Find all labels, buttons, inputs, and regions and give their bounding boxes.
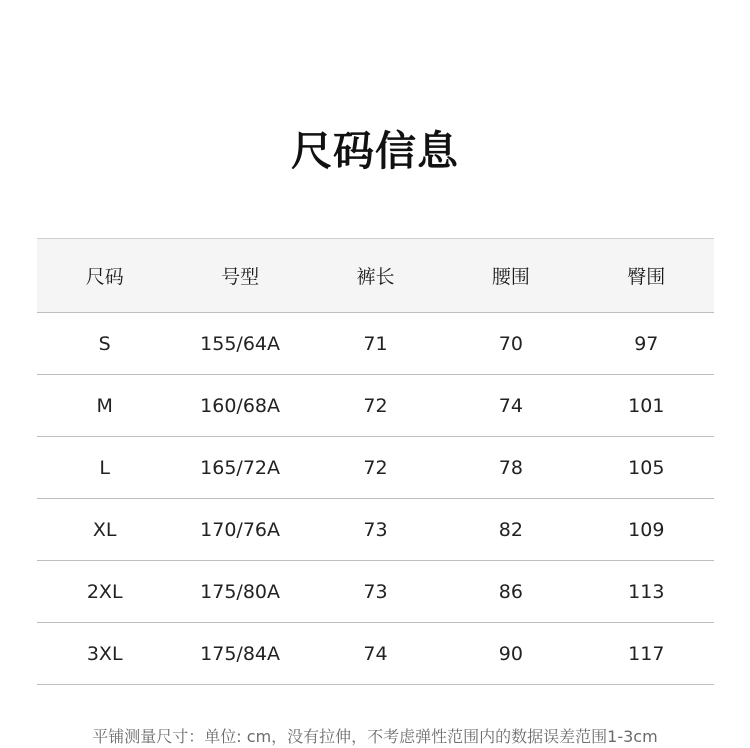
cell-hip: 97 — [634, 332, 659, 355]
cell-size: XL — [92, 518, 117, 541]
cell-length: 72 — [363, 394, 388, 417]
size-table — [37, 238, 714, 685]
cell-hip: 101 — [628, 394, 665, 417]
cell-size: M — [96, 394, 113, 417]
cell-model: 165/72A — [200, 456, 280, 479]
cell-length: 73 — [363, 580, 388, 603]
cell-model: 155/64A — [200, 332, 280, 355]
cell-model: 160/68A — [200, 394, 280, 417]
table-row — [37, 375, 714, 437]
cell-waist: 90 — [498, 642, 523, 665]
cell-length: 71 — [363, 332, 388, 355]
cell-model: 175/84A — [200, 642, 280, 665]
cell-waist: 78 — [498, 456, 523, 479]
cell-size: 3XL — [86, 642, 123, 665]
page-title: 尺码信息 — [291, 127, 459, 176]
cell-size: L — [99, 456, 110, 479]
cell-hip: 105 — [628, 456, 665, 479]
cell-model: 175/80A — [200, 580, 280, 603]
table-row — [37, 499, 714, 561]
cell-waist: 70 — [498, 332, 523, 355]
cell-length: 72 — [363, 456, 388, 479]
cell-hip: 117 — [628, 642, 665, 665]
cell-model: 170/76A — [200, 518, 280, 541]
cell-waist: 86 — [498, 580, 523, 603]
column-header-waist: 腰围 — [491, 266, 530, 288]
cell-hip: 109 — [628, 518, 665, 541]
cell-waist: 74 — [498, 394, 523, 417]
column-header-length: 裤长 — [356, 266, 395, 288]
cell-size: 2XL — [86, 580, 123, 603]
cell-waist: 82 — [498, 518, 523, 541]
column-header-model: 号型 — [221, 266, 260, 288]
cell-length: 74 — [363, 642, 388, 665]
cell-hip: 113 — [628, 580, 665, 603]
table-row — [37, 561, 714, 623]
cell-size: S — [98, 332, 111, 355]
cell-length: 73 — [363, 518, 388, 541]
table-row — [37, 623, 714, 685]
table-row — [37, 313, 714, 375]
table-header-row — [37, 239, 714, 313]
table-row — [37, 437, 714, 499]
column-header-hip: 臀围 — [627, 266, 666, 288]
column-header-size: 尺码 — [85, 266, 124, 288]
measurement-note: 平铺测量尺寸：单位: cm，没有拉伸，不考虑弹性范围内的数据误差范围1-3cm — [92, 727, 658, 746]
